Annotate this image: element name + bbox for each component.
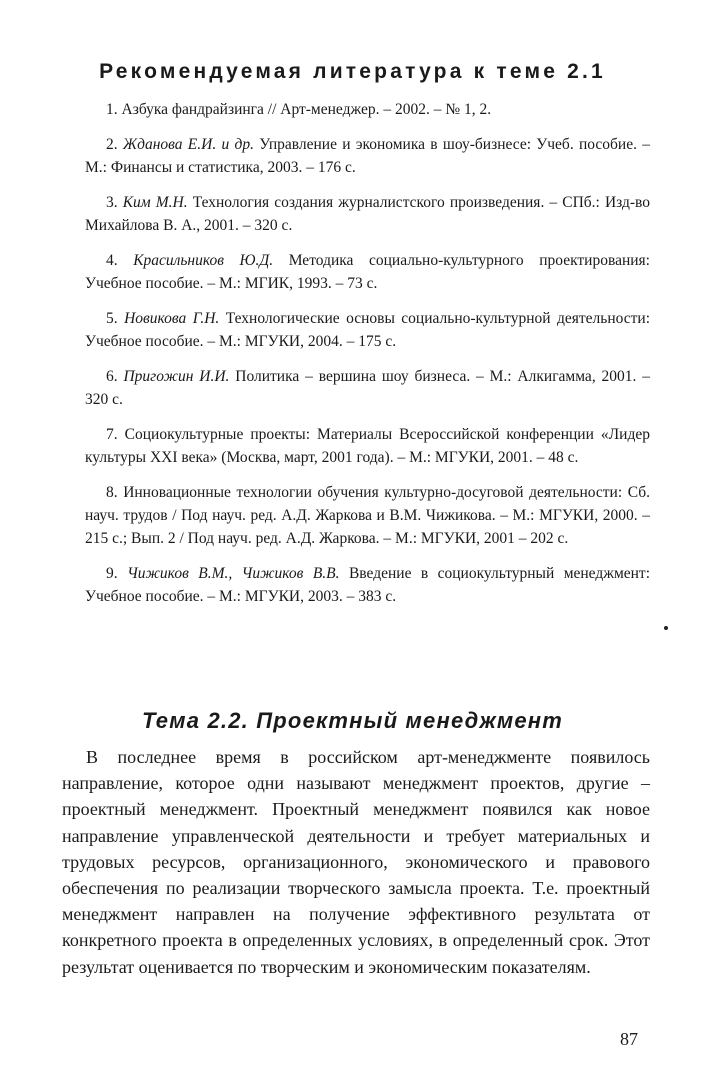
reference-number: 9.	[106, 565, 118, 582]
page-number: 87	[620, 1029, 638, 1049]
reference-item	[85, 423, 650, 469]
reference-author: Ким М.Н.	[122, 194, 188, 211]
reference-number: 8.	[106, 484, 118, 501]
reference-item	[85, 98, 650, 121]
reference-text: Технологические основы социально-культурной деятельности: Учебное пособие. – М.: МГУКИ, 2004. – 175 с.	[85, 310, 651, 350]
reference-text: Введение в социокультурный менеджмент: Учебное пособие. – М.: МГУКИ, 2003. – 383 с.	[85, 565, 651, 605]
topic-paragraph: В последнее время в российском арт-менеджменте появилось направление, которое одни называют менеджмент проектов, другие – проектный менеджмент. Проектный менеджмент появился как новое направление управленческой деятельности и требует материальных и трудовых ресурсов, организационного, экономического и правового обеспечения по реализации творческого замысла проекта. Т.е. проектный менеджмент направлен на получение эффективного результата от конкретного проекта в определенных условиях, в определенный срок. Этот результат оценивается по творческим и экономическим показателям.	[62, 747, 650, 977]
reference-text: Инновационные технологии обучения культурно-досуговой деятельности: Сб. науч. трудов / Под науч. ред. А.Д. Жаркова и В.М. Чижикова. – М.: МГУКИ, 2000. – 215 с.; Вып. 2 / Под науч. ред. А.Д. Жаркова. – М.: МГУКИ, 2001 – 202 с.	[85, 484, 650, 547]
reference-item	[85, 249, 650, 295]
references-heading: Рекомендуемая литература к теме 2.1	[99, 60, 606, 83]
reference-author: Чижиков В.М., Чижиков В.В.	[127, 565, 340, 582]
topic-title: Тема 2.2. Проектный менеджмент	[142, 708, 563, 733]
reference-item	[85, 191, 650, 237]
reference-number: 3.	[106, 194, 118, 211]
reference-item	[85, 562, 650, 608]
reference-author: Красильников Ю.Д.	[133, 252, 274, 269]
reference-text: Социокультурные проекты: Материалы Всероссийской конференции «Лидер культуры XXI века» (Москва, март, 2001 года). – М.: МГУКИ, 2001. – 48 с.	[85, 426, 650, 466]
reference-number: 7.	[106, 426, 118, 443]
reference-text: Управление и экономика в шоу-бизнесе: Учеб. пособие. – М.: Финансы и статистика, 2003. – 176 с.	[85, 136, 650, 176]
reference-number: 1.	[106, 101, 118, 118]
reference-number: 2.	[106, 136, 118, 153]
reference-item	[85, 133, 650, 179]
reference-author: Пригожин И.И.	[123, 368, 230, 385]
reference-number: 5.	[106, 310, 118, 327]
reference-number: 4.	[106, 252, 118, 269]
reference-text: Методика социально-культурного проектирования: Учебное пособие. – М.: МГИК, 1993. – 73 с.	[85, 252, 650, 292]
reference-item	[85, 365, 650, 411]
reference-item	[85, 307, 650, 353]
reference-author: Жданова Е.И. и др.	[122, 136, 254, 153]
reference-text: Технология создания журналистского произведения. – СПб.: Изд-во Михайлова В. А., 2001. – 320 с.	[85, 194, 650, 234]
reference-item	[85, 481, 650, 550]
reference-number: 6.	[106, 368, 118, 385]
references-list	[85, 98, 650, 620]
reference-text: Политика – вершина шоу бизнеса. – М.: Алкигамма, 2001. – 320 с.	[85, 368, 651, 408]
scan-speck-mark	[664, 626, 668, 630]
reference-author: Новикова Г.Н.	[124, 310, 220, 327]
reference-text: Азбука фандрайзинга // Арт-менеджер. – 2002. – № 1, 2.	[121, 101, 492, 118]
